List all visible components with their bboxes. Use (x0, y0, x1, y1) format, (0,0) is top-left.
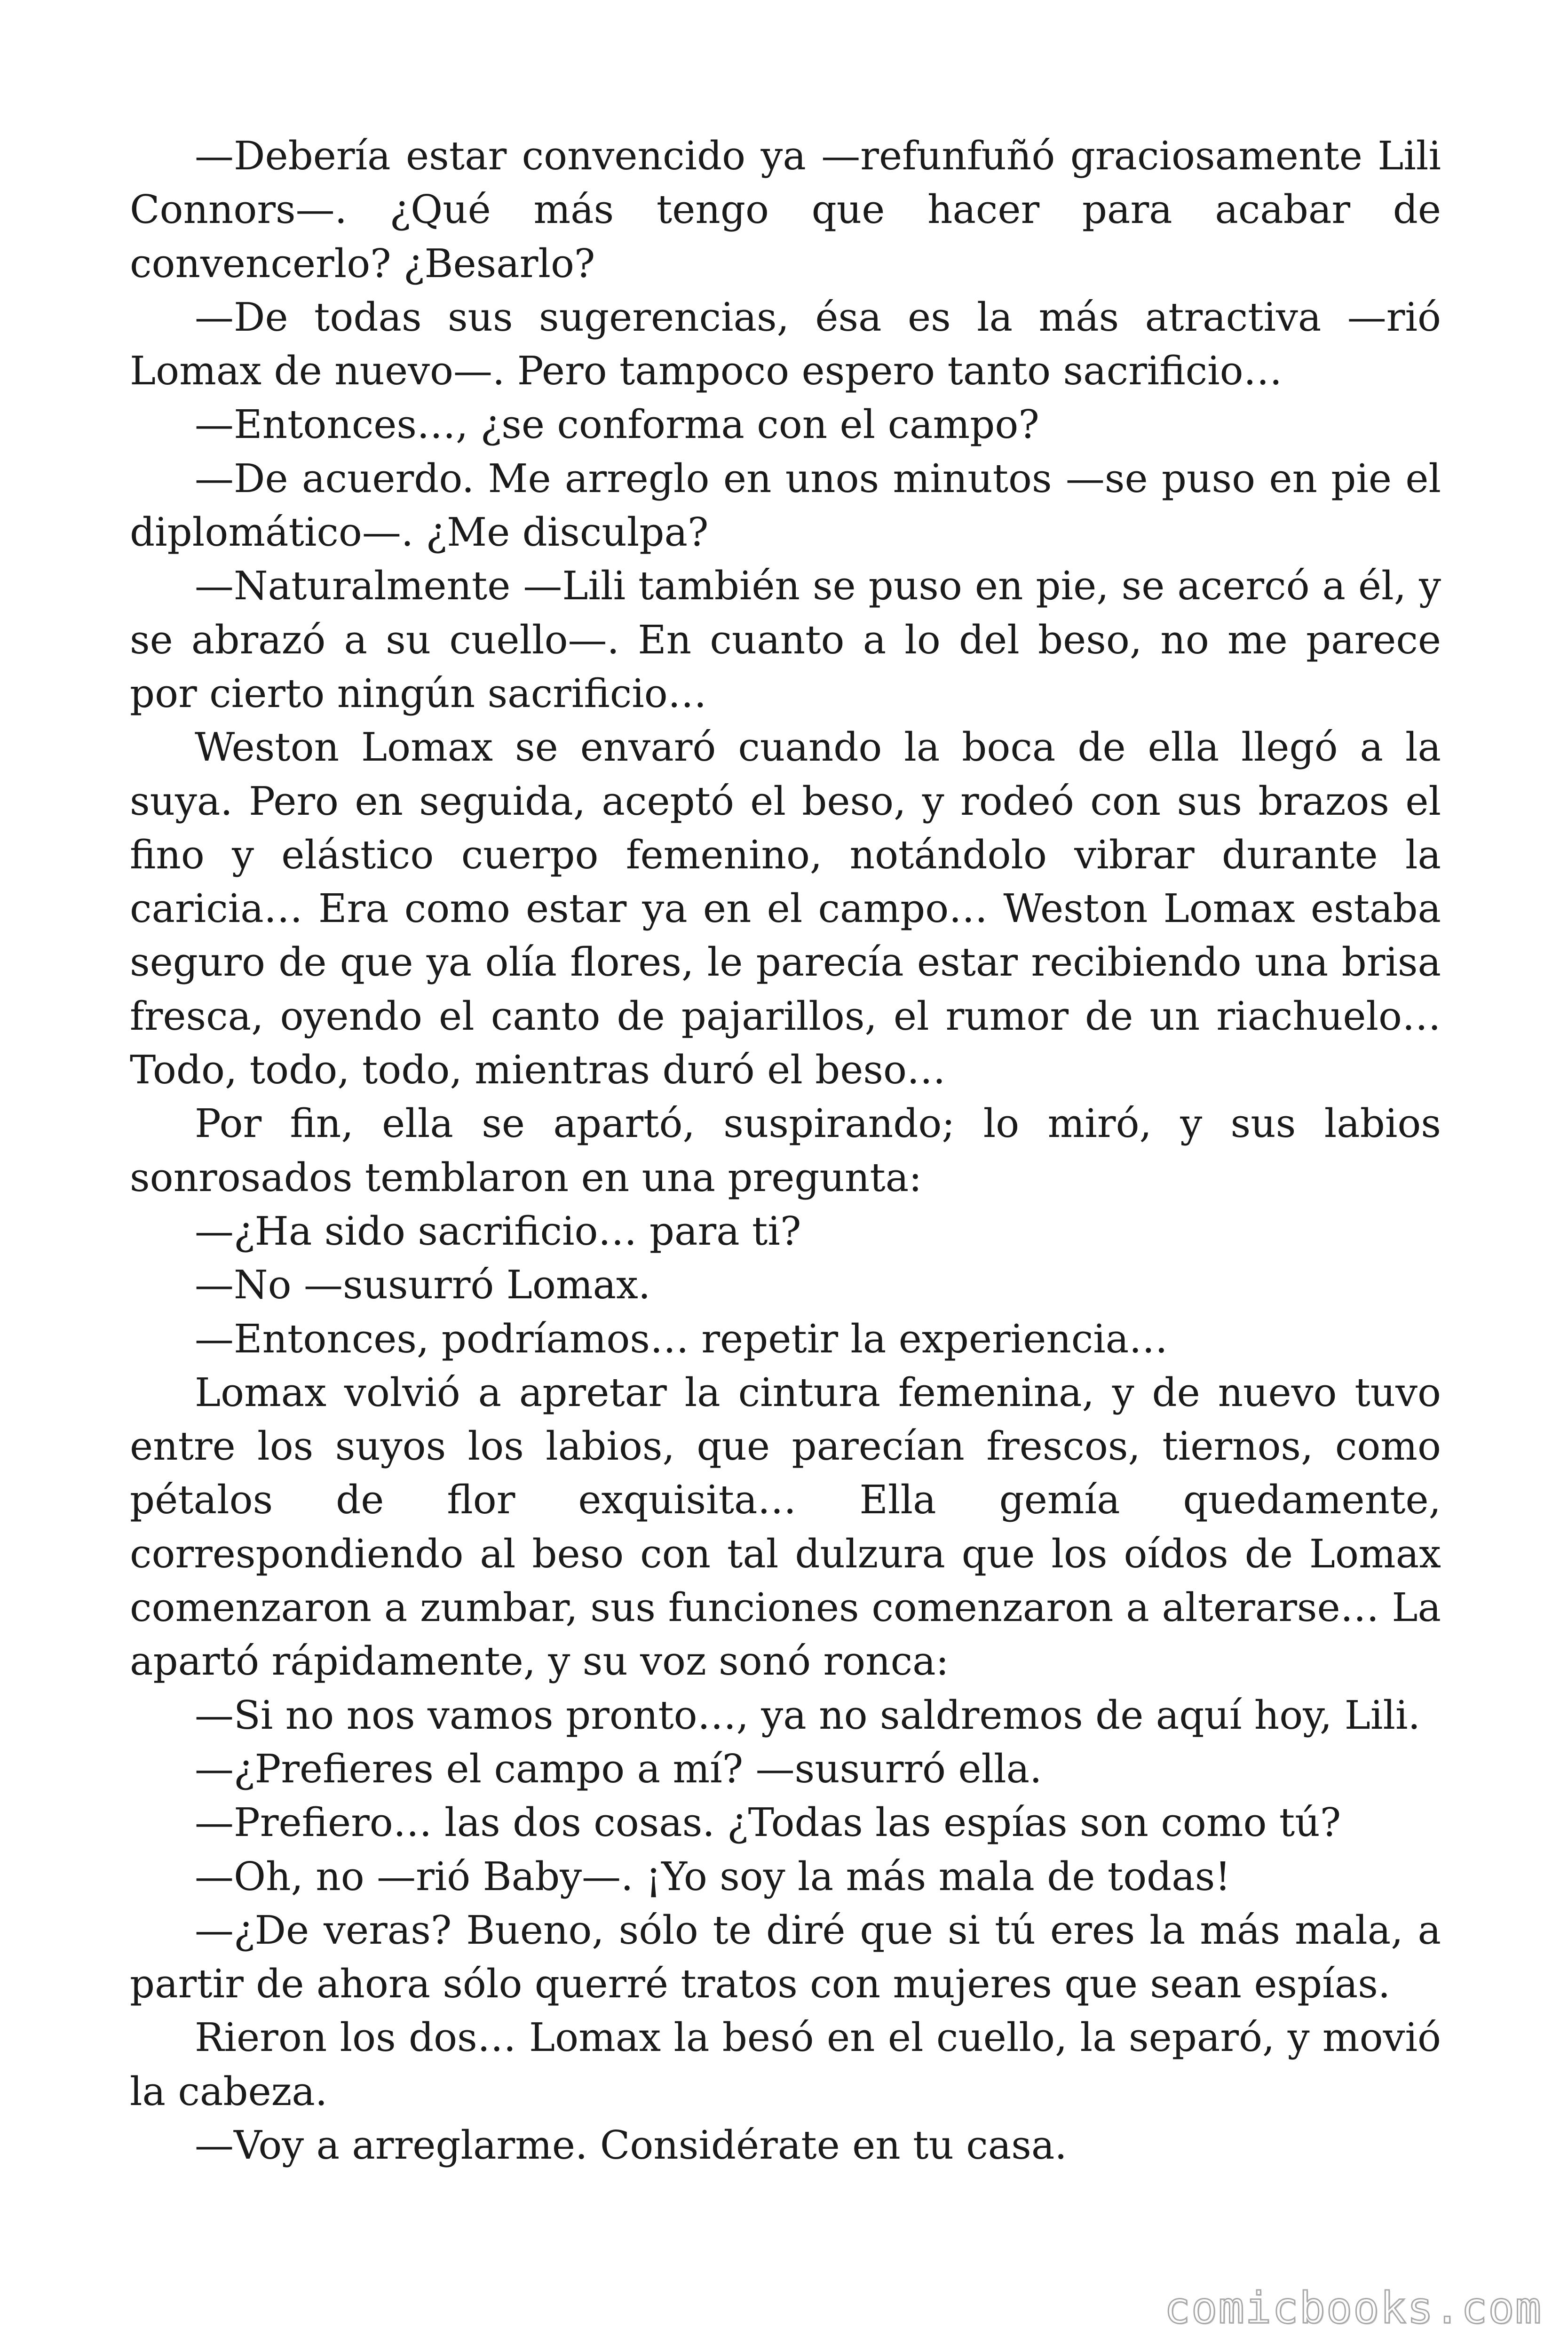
paragraph: Weston Lomax se envaró cuando la boca de ella llegó a la suya. Pero en seguida, aceptó el beso, y rodeó con sus brazos el fino y elástico cuerpo femenino, notándolo vibrar durante la caricia… Era como estar ya en el campo… Weston Lomax estaba seguro de que ya olía flores, le parecía estar recibiendo una brisa fresca, oyendo el canto de pajarillos, el rumor de un riachuelo… Todo, todo, todo, mientras duró el beso… (130, 724, 1441, 1093)
paragraph: —¿De veras? Bueno, sólo te diré que si tú eres la más mala, a partir de ahora sólo querré tratos con mujeres que sean espías. (130, 1907, 1441, 2007)
paragraph: —Debería estar convencido ya —refunfuñó graciosamente Lili Connors—. ¿Qué más tengo que hacer para acabar de convencerlo? ¿Besarlo? (130, 133, 1441, 286)
paragraph: —Entonces…, ¿se conforma con el campo? (195, 402, 1039, 448)
paragraph: —Oh, no —rió Baby—. ¡Yo soy la más mala de todas! (195, 1853, 1231, 1899)
paragraph: —De todas sus sugerencias, ésa es la más atractiva —rió Lomax de nuevo—. Pero tampoco espero tanto sacrificio… (130, 294, 1441, 394)
watermark: comicbooks.com (1164, 2283, 1542, 2333)
paragraph: Rieron los dos… Lomax la besó en el cuello, la separó, y movió la cabeza. (130, 2015, 1441, 2114)
paragraph: —Entonces, podríamos… repetir la experiencia… (195, 1316, 1168, 1362)
paragraph: —Naturalmente —Lili también se puso en pie, se acercó a él, y se abrazó a su cuello—. En cuanto a lo del beso, no me parece por cierto ningún sacrificio… (130, 563, 1441, 716)
paragraph: —De acuerdo. Me arreglo en unos minutos —se puso en pie el diplomático—. ¿Me disculpa? (130, 455, 1441, 556)
body-text (130, 129, 1441, 2172)
paragraph: —Si no nos vamos pronto…, ya no saldremos de aquí hoy, Lili. (195, 1692, 1420, 1738)
paragraph: Lomax volvió a apretar la cintura femenina, y de nuevo tuvo entre los suyos los labios, que parecían frescos, tiernos, como pétalos de flor exquisita… Ella gemía quedamente, correspondiendo al beso con tal dulzura que los oídos de Lomax comenzaron a zumbar, sus funciones comenzaron a alterarse… La apartó rápidamente, y su voz sonó ronca: (130, 1369, 1441, 1685)
paragraph: —Prefiero… las dos cosas. ¿Todas las espías son como tú? (195, 1800, 1341, 1846)
paragraph: —Voy a arreglarme. Considérate en tu casa. (195, 2122, 1067, 2168)
paragraph: —¿Ha sido sacrificio… para ti? (195, 1208, 801, 1254)
paragraph: —¿Prefieres el campo a mí? —susurró ella. (195, 1746, 1042, 1792)
paragraph: —No —susurró Lomax. (195, 1262, 651, 1308)
paragraph: Por fin, ella se apartó, suspirando; lo miró, y sus labios sonrosados temblaron en una pregunta: (130, 1101, 1441, 1200)
